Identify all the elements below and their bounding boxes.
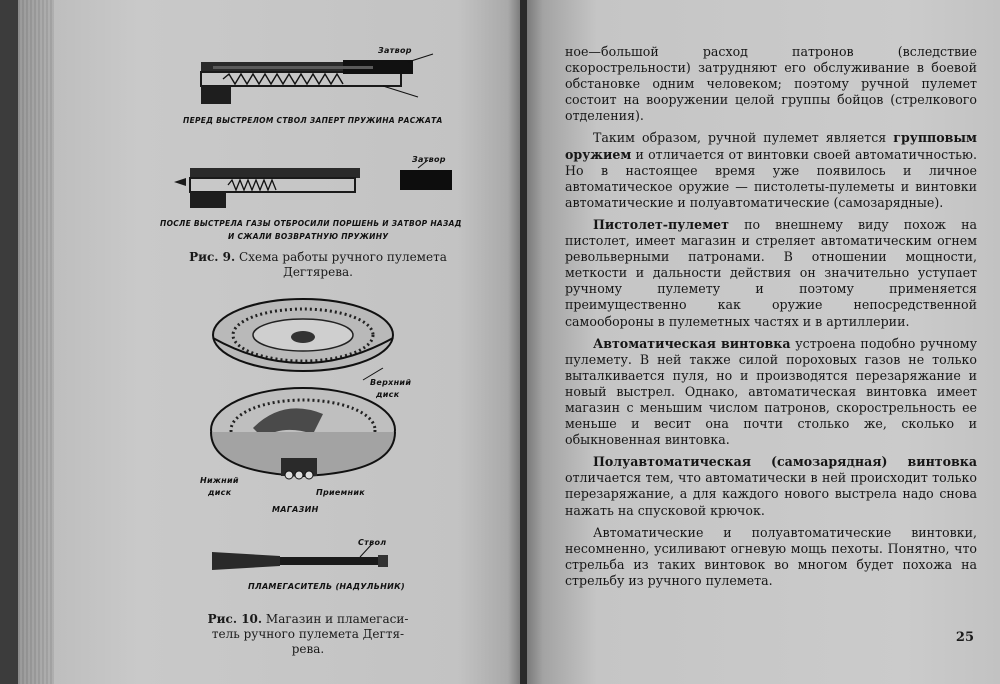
paragraph-5	[565, 454, 977, 518]
label-lower-disk-2: диск	[208, 488, 232, 497]
label-flash-hider: ПЛАМЕГАСИТЕЛЬ (НАДУЛЬНИК)	[248, 582, 405, 591]
term-semi-automatic-rifle: Полуавтоматическая (самозарядная) винтовка	[593, 454, 977, 470]
label-magazine: МАГАЗИН	[272, 505, 319, 514]
fig10-caption	[188, 612, 428, 657]
label-before-shot: ПЕРЕД ВЫСТРЕЛОМ СТВОЛ ЗАПЕРТ ПРУЖИНА РАСЖАТА	[183, 116, 443, 125]
left-page	[18, 0, 520, 684]
paragraph-3-text: по внешнему виду похож на пистолет, имеет магазин и стреляет автоматическим огнем револьверными патронами. В отношении мощности, меткости и дальности действия он значительно уступает ручному пулемету и поэтому применяется преимущественно как оружие непосредственной самообороны в пулеметных частях и в артиллерии.	[565, 216, 977, 329]
paragraph-4	[565, 336, 977, 449]
fig10-caption-text-2: тель ручного пулемета Дегтя-	[211, 627, 405, 641]
fig10-caption-num: Рис. 10.	[207, 612, 263, 626]
paragraph-6: Автоматические и полуавтоматические винтовки, несомненно, усиливают огневую мощь пехоты. Понятно, что стрельба из таких винтовок во многом будет похожа на стрельбу из ручного пулемета.	[565, 524, 977, 588]
label-lower-disk-1: Нижний	[200, 476, 239, 485]
paragraph-5-text: отличается тем, что автоматически в ней происходит только перезаряжание, а для каждого нового выстрела надо снова нажать на спусковой крючок.	[565, 470, 977, 518]
term-group-weapon: групповым оружием	[565, 130, 977, 162]
paragraph-2	[565, 130, 977, 210]
label-zatvor-top: Затвор	[378, 46, 412, 55]
label-after-shot-1: ПОСЛЕ ВЫСТРЕЛА ГАЗЫ ОТБРОСИЛИ ПОРШЕНЬ И ЗАТВОР НАЗАД	[160, 219, 462, 228]
paragraph-2-part-c: и отличается от винтовки своей автоматичностью. Но в настоящее время уже появилось и личное автоматическое оружие — пистолеты-пулеметы и винтовки автоматические и полуавтоматические (самозарядные).	[565, 146, 977, 210]
term-submachine-gun: Пистолет-пулемет	[593, 216, 729, 232]
paragraph-4-text: устроена подобно ручному пулемету. В ней также силой пороховых газов не только выталкивается пуля, но и производятся перезаряжание и новый выстрел. Однако, автоматическая винтовка имеет магазин с меньшим числом патронов, скорострельность ее меньше и весит она почти столько же, сколько и обыкновенная винтовка.	[565, 335, 977, 448]
fig9-caption-text-1: Схема работы ручного пулемета	[239, 250, 447, 264]
fig9-caption-text-2: Дегтярева.	[283, 265, 353, 279]
fig9-caption	[168, 250, 468, 280]
paragraph-3	[565, 217, 977, 330]
book-gutter	[520, 0, 527, 684]
fig10-caption-text-3: рева.	[291, 642, 325, 656]
page-edges	[18, 0, 54, 684]
right-page	[527, 0, 1000, 684]
label-barrel: Ствол	[358, 538, 387, 547]
fig9-before-shot-diagram	[193, 52, 443, 112]
fig10-caption-text-1: Магазин и пламегаси-	[265, 612, 409, 626]
fig9-after-shot-diagram	[168, 160, 458, 215]
paragraph-2-part-a: Таким образом, ручной пулемет является	[593, 130, 894, 146]
page-number: 25	[955, 630, 974, 645]
fig9-caption-num: Рис. 9.	[189, 250, 236, 264]
label-receiver: Приемник	[316, 488, 365, 497]
label-upper-disk-1: Верхний	[370, 378, 412, 387]
label-after-shot-2: И СЖАЛИ ВОЗВРАТНУЮ ПРУЖИНУ	[228, 232, 389, 241]
label-upper-disk-2: диск	[376, 390, 400, 399]
paragraph-1: ное—большой расход патронов (вследствие скорострельности) затрудняют его обслуживание в боевой обстановке одним человеком; поэтому ручной пулемет состоит на вооружении целой группы бойцов (стрелкового отделения).	[565, 44, 977, 124]
body-text	[565, 44, 977, 595]
term-automatic-rifle: Автоматическая винтовка	[593, 335, 791, 351]
label-zatvor-bottom: Затвор	[412, 155, 446, 164]
